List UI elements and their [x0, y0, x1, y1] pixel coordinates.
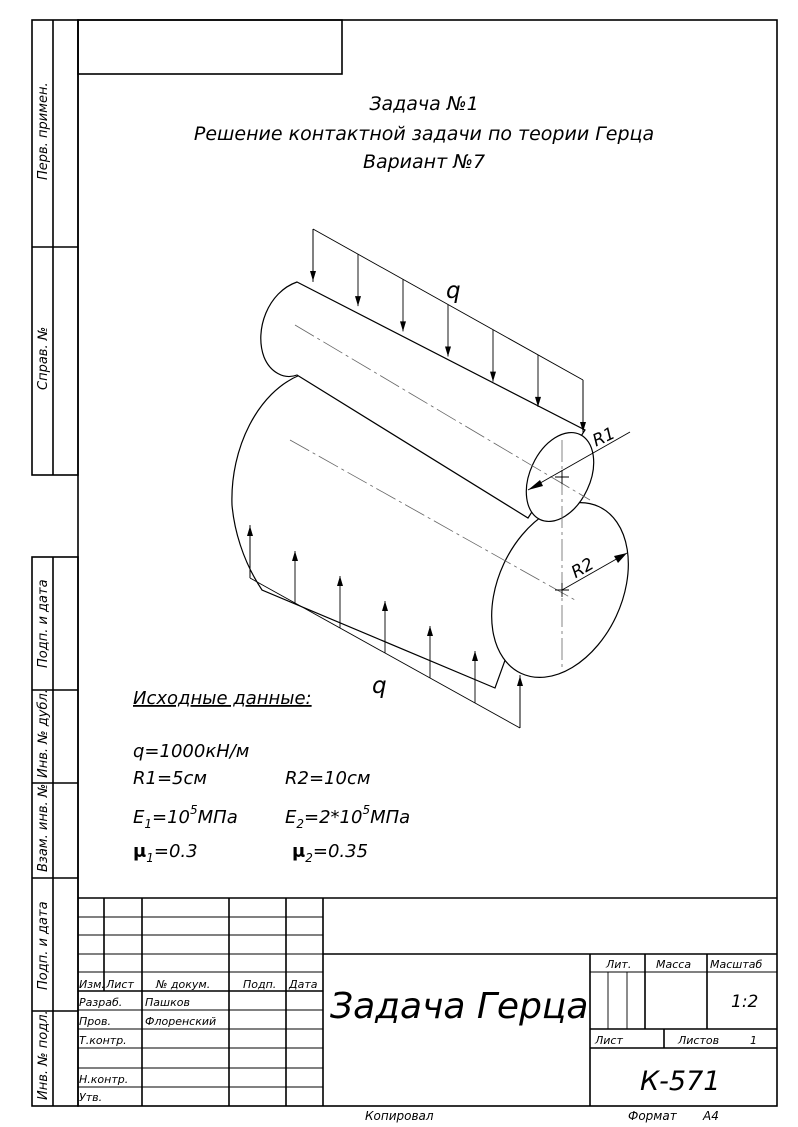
side-label-vzam-inv: Взам. инв. №: [36, 783, 51, 872]
input-mu2: $\mu_2=0.35$: [292, 841, 369, 865]
kopiroval-label: Копировал: [365, 1109, 434, 1123]
listov-value: 1: [750, 1034, 757, 1047]
col-list: Лист: [106, 978, 134, 991]
task-title-line2: Решение контактной задачи по теории Герца: [193, 123, 655, 145]
input-r1: R1=5см: [133, 768, 207, 789]
bottom-load-arrow-arrowhead: [517, 676, 523, 686]
scale-value: 1:2: [731, 992, 759, 1012]
top-load-label: q: [446, 278, 461, 304]
side-label-podp-data-2: Подп. и дата: [36, 901, 51, 990]
list-label: Лист: [595, 1034, 623, 1047]
massa-label: Масса: [656, 958, 692, 971]
top-load-arrow-arrowhead: [355, 296, 361, 306]
input-q: q=1000кН/м: [133, 741, 250, 762]
r2-label: R2: [568, 554, 598, 583]
side-label-perv-primen: Перв. примен.: [36, 82, 51, 180]
top-load-arrow-arrowhead: [310, 271, 316, 281]
lit-label: Лит.: [606, 958, 632, 971]
top-load-arrow-arrowhead: [490, 372, 496, 382]
format-label: Формат: [628, 1109, 677, 1123]
side-labels: [36, 82, 51, 1100]
r1-label: R1: [589, 423, 619, 452]
side-label-inv-dubl: Инв. № дубл.: [36, 689, 51, 778]
row-utv: Утв.: [79, 1091, 103, 1104]
task-title-line1: Задача №1: [369, 93, 479, 115]
input-e1: $E_1=10^5МПа$: [133, 803, 238, 831]
masshtab-label: Масштаб: [710, 958, 763, 971]
task-title: [194, 93, 654, 173]
row-nkontr: Н.контр.: [79, 1073, 129, 1086]
col-docum: № докум.: [156, 978, 211, 991]
input-data: [133, 688, 410, 865]
listov-label: Листов: [678, 1034, 720, 1047]
task-title-line3: Вариант №7: [362, 151, 486, 173]
input-r2: R2=10см: [285, 768, 371, 789]
input-e2: $E_2=2*10^5МПа$: [285, 803, 411, 831]
hertz-diagram: [232, 229, 655, 728]
title-block-text: [79, 958, 762, 1104]
side-label-sprav: Справ. №: [36, 326, 51, 390]
prov-name: Флоренский: [145, 1015, 217, 1028]
input-mu1: $\mu_1=0.3$: [133, 841, 198, 865]
top-load-arrow-arrowhead: [445, 347, 451, 357]
razrab-name: Пашков: [145, 996, 190, 1009]
row-prov: Пров.: [79, 1015, 111, 1028]
input-data-heading: Исходные данные:: [133, 688, 312, 709]
side-label-podp-data-1: Подп. и дата: [36, 579, 51, 668]
side-label-inv-podl: Инв. № подл.: [36, 1010, 51, 1100]
col-podp: Подп.: [243, 978, 277, 991]
sheet-footer: [365, 1109, 719, 1123]
row-tkontr: Т.контр.: [79, 1034, 127, 1047]
document-title: Задача Герца: [330, 986, 589, 1027]
col-data: Дата: [289, 978, 318, 991]
top-load-arrow-arrowhead: [400, 321, 406, 331]
document-code: К-571: [640, 1066, 721, 1097]
format-value: А4: [703, 1109, 719, 1123]
bottom-load-label: q: [372, 673, 387, 699]
col-izm: Изм.: [79, 978, 105, 991]
row-razrab: Разраб.: [79, 996, 123, 1009]
